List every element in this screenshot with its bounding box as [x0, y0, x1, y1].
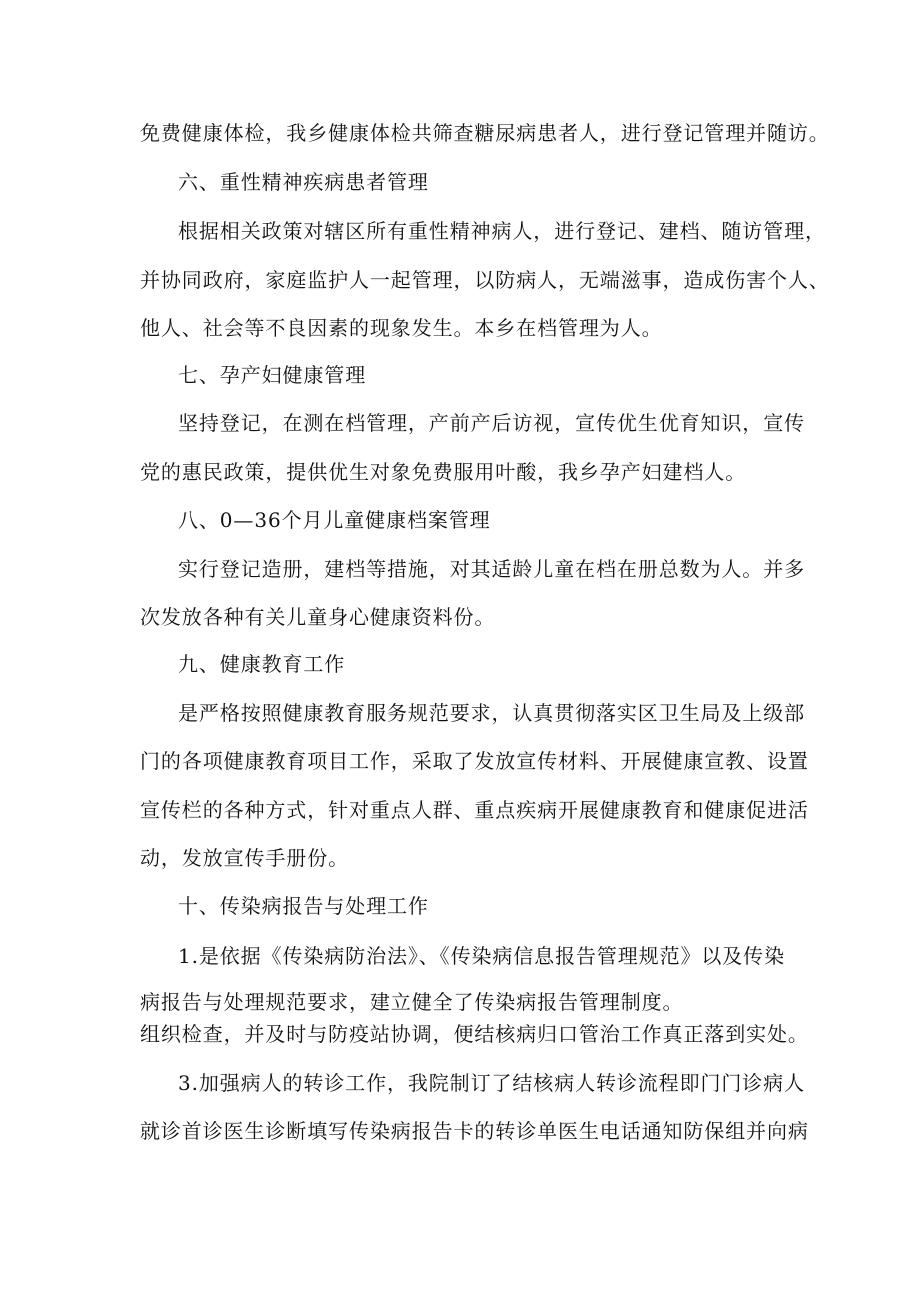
- section-heading-10: 十、传染病报告与处理工作: [178, 894, 429, 918]
- paragraph-line: 实行登记造册，建档等措施，对其适龄儿童在档在册总数为人。并多: [178, 557, 805, 581]
- paragraph-line: 根据相关政策对辖区所有重性精神病人，进行登记、建档、随访管理，: [178, 219, 826, 243]
- section-heading-9: 九、健康教育工作: [178, 652, 346, 676]
- section-heading-7: 七、孕产妇健康管理: [178, 363, 367, 387]
- paragraph-line: 并协同政府，家庭监护人一起管理，以防病人，无端滋事，造成伤害个人、: [140, 268, 830, 292]
- paragraph-line: 病报告与处理规范要求，建立健全了传染病报告管理制度。: [140, 990, 684, 1014]
- paragraph-line: 党的惠民政策，提供优生对象免费服用叶酸，我乡孕产妇建档人。: [140, 460, 747, 484]
- paragraph-line: 3.加强病人的转诊工作，我院制订了结核病人转诊流程即门门诊病人: [178, 1071, 805, 1095]
- paragraph-line: 就诊首诊医生诊断填写传染病报告卡的转诊单医生电话通知防保组并向病: [140, 1119, 809, 1143]
- paragraph-line: 他人、社会等不良因素的现象发生。本乡在档管理为人。: [140, 316, 663, 340]
- paragraph-line: 门的各项健康教育项目工作，采取了发放宣传材料、开展健康宣教、设置: [140, 749, 809, 773]
- paragraph-line: 次发放各种有关儿童身心健康资料份。: [140, 605, 496, 629]
- paragraph-line: 宣传栏的各种方式，针对重点人群、重点疾病开展健康教育和健康促进活: [140, 798, 809, 822]
- section-heading-6: 六、重性精神疾病患者管理: [178, 170, 429, 194]
- paragraph-line: 1.是依据《传染病防治法》、《传染病信息报告管理规范》以及传染: [178, 944, 785, 968]
- paragraph-line: 免费健康体检，我乡健康体检共筛查糖尿病患者人，进行登记管理并随访。: [140, 121, 830, 145]
- paragraph-line: 坚持登记，在测在档管理，产前产后访视，宣传优生优育知识，宣传: [178, 411, 805, 435]
- paragraph-line: 是严格按照健康教育服务规范要求，认真贯彻落实区卫生局及上级部: [178, 701, 805, 725]
- paragraph-line: 组织检查，并及时与防疫站协调，便结核病归口管治工作真正落到实处。: [140, 1022, 809, 1046]
- paragraph-line: 动，发放宣传手册份。: [140, 846, 349, 870]
- section-heading-8: 八、0—36个月儿童健康档案管理: [178, 508, 491, 532]
